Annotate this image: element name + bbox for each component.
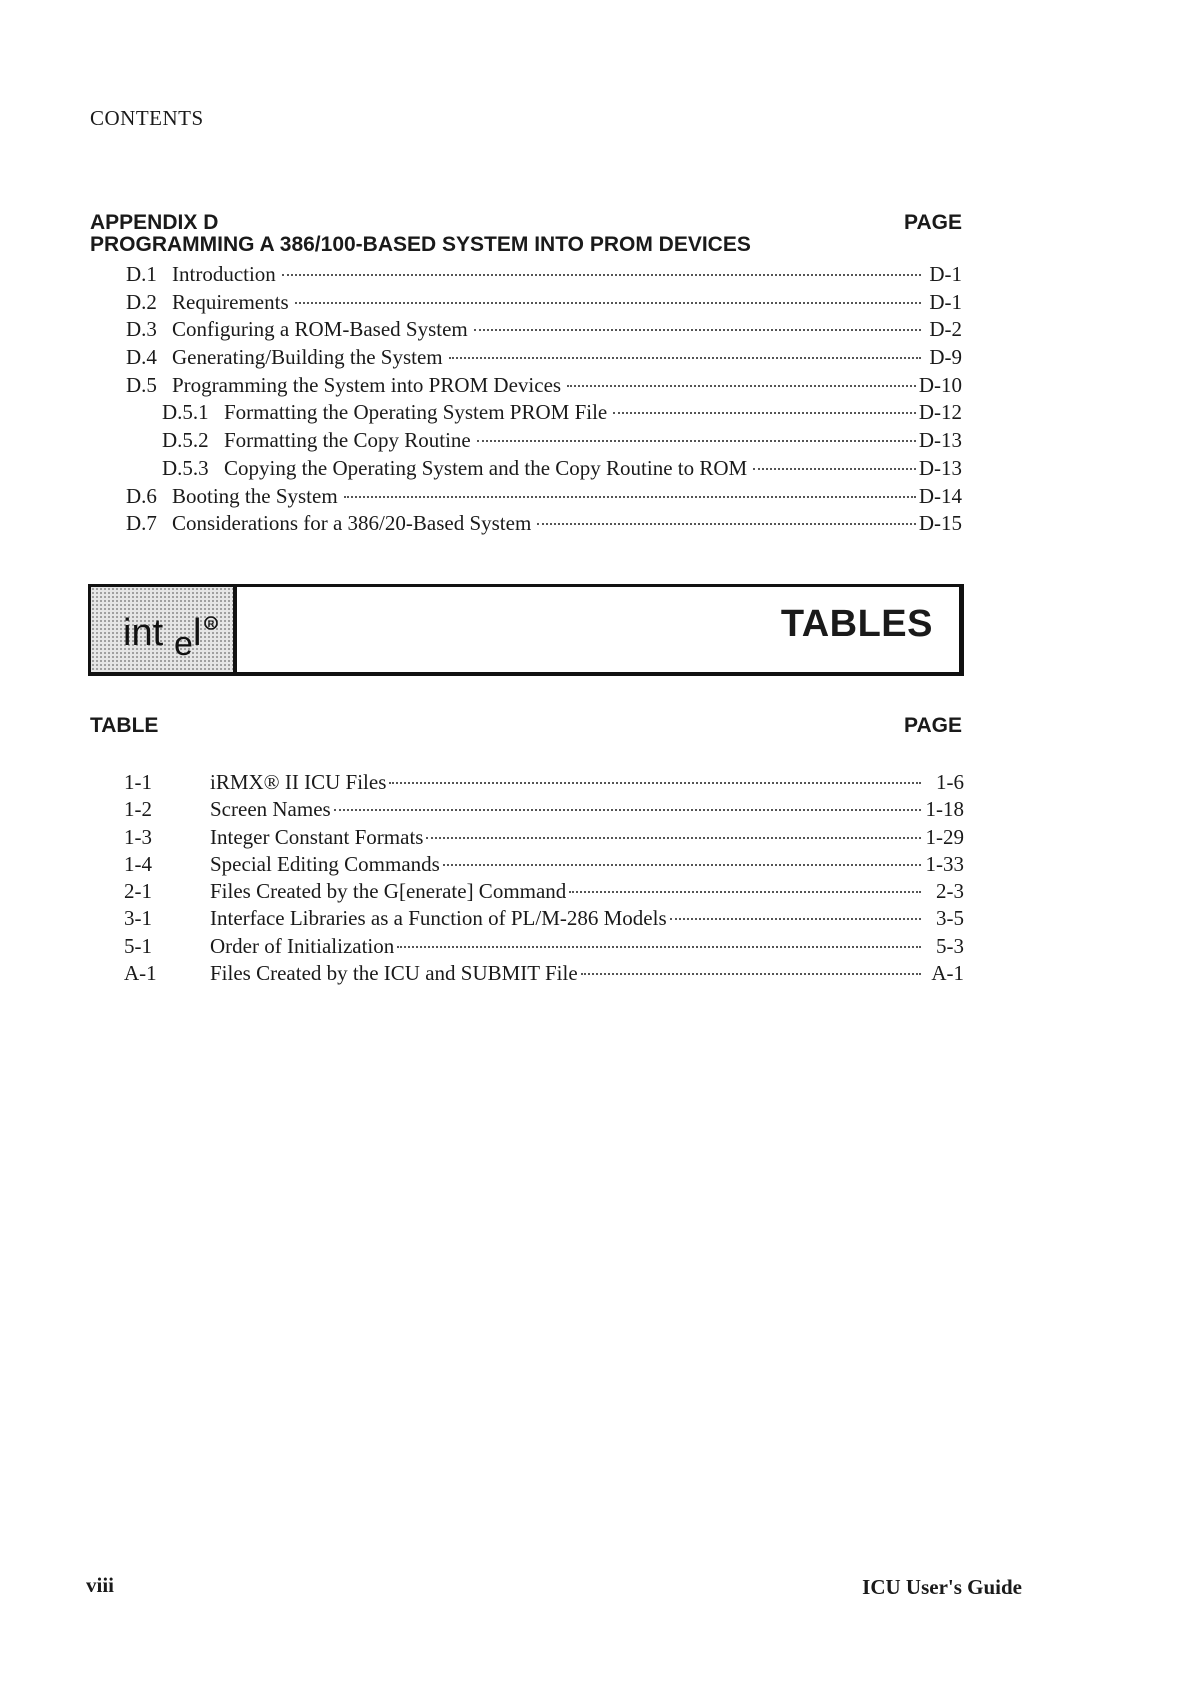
entry-page: D-14 (918, 483, 962, 508)
entry-number: 1-3 (124, 824, 152, 849)
entry-title: Requirements (172, 289, 289, 314)
toc-entry (126, 456, 962, 484)
entry-number: D.5 (126, 372, 157, 397)
dot-leader (474, 329, 921, 331)
toc-entry (126, 290, 962, 318)
entry-number: 1-2 (124, 797, 152, 822)
running-head: CONTENTS (90, 106, 204, 130)
dot-leader (569, 891, 921, 893)
entry-title: Considerations for a 386/20-Based System (172, 511, 532, 536)
dot-leader (670, 918, 921, 920)
entry-title: Booting the System (172, 483, 338, 508)
appendix-heading (90, 212, 962, 256)
entry-number: D.2 (126, 289, 157, 314)
toc-entry (126, 317, 962, 345)
entry-title: Integer Constant Formats (210, 824, 424, 849)
toc-entry (126, 345, 962, 373)
dot-leader (443, 864, 921, 866)
table-entry (124, 797, 964, 824)
tables-list (124, 770, 964, 988)
entry-page: 3-5 (936, 906, 964, 931)
dot-leader (426, 837, 921, 839)
table-entry (124, 770, 964, 797)
toc-entry (126, 400, 962, 428)
appendix-contents-list (126, 262, 962, 539)
entry-page: 2-3 (936, 879, 964, 904)
entry-number: 1-4 (124, 851, 152, 876)
entry-number: D.5.2 (162, 428, 209, 453)
dot-leader (334, 809, 921, 811)
entry-title: Files Created by the ICU and SUBMIT File (210, 961, 578, 986)
entry-page: D-15 (918, 511, 962, 536)
tables-banner (88, 584, 964, 676)
table-entry (124, 906, 964, 933)
dot-leader (449, 357, 921, 359)
entry-number: D.5.3 (162, 455, 209, 480)
dot-leader (753, 468, 916, 470)
entry-title: Order of Initialization (210, 933, 395, 958)
entry-number: D.4 (126, 345, 157, 370)
tables-banner-title: TABLES (780, 603, 933, 645)
table-entry (124, 825, 964, 852)
entry-title: Copying the Operating System and the Copy Routine to ROM (224, 455, 748, 480)
table-entry (124, 852, 964, 879)
dot-leader (389, 782, 921, 784)
entry-page: D-12 (918, 400, 962, 425)
svg-text:int: int (123, 612, 164, 654)
entry-page: 1-6 (936, 770, 964, 794)
table-entry (124, 879, 964, 906)
dot-leader (282, 274, 921, 276)
toc-entry (126, 511, 962, 539)
entry-title: Interface Libraries as a Function of PL/M-286 Models (210, 906, 667, 931)
dot-leader (477, 440, 916, 442)
svg-text:e: e (174, 625, 193, 663)
entry-title: Introduction (172, 262, 276, 286)
entry-number: D.3 (126, 317, 157, 342)
entry-page: D-1 (929, 262, 962, 286)
entry-number: 3-1 (124, 906, 152, 931)
entry-number: D.1 (126, 262, 157, 286)
entry-page: 1-29 (925, 824, 964, 849)
dot-leader (295, 302, 921, 304)
entry-number: 1-1 (124, 770, 152, 794)
toc-entry (126, 262, 962, 290)
svg-text:R: R (207, 619, 215, 629)
entry-page: D-13 (918, 455, 962, 480)
dot-leader (397, 946, 921, 948)
table-entry (124, 961, 964, 988)
intel-logo-icon (101, 599, 227, 665)
entry-page: 5-3 (936, 933, 964, 958)
appendix-title: PROGRAMMING A 386/100-BASED SYSTEM INTO PROM DEVICES (90, 233, 751, 256)
appendix-label: APPENDIX D (90, 211, 219, 234)
entry-number: D.7 (126, 511, 157, 536)
toc-entry (126, 373, 962, 401)
entry-page: D-10 (918, 372, 962, 397)
dot-leader (567, 385, 916, 387)
table-column-label: TABLE (90, 714, 159, 737)
entry-page: 1-33 (925, 851, 964, 876)
entry-page: D-13 (918, 428, 962, 453)
logo-panel (91, 587, 237, 672)
entry-number: D.5.1 (162, 400, 209, 425)
entry-number: 5-1 (124, 933, 152, 958)
dot-leader (581, 973, 921, 975)
appendix-page-label: PAGE (904, 211, 962, 234)
entry-title: Screen Names (210, 797, 331, 822)
entry-title: Configuring a ROM-Based System (172, 317, 468, 342)
entry-title: Files Created by the G[enerate] Command (210, 879, 567, 904)
toc-entry (126, 484, 962, 512)
dot-leader (537, 523, 916, 525)
entry-page: D-2 (929, 317, 962, 342)
entry-page: D-1 (929, 289, 962, 314)
entry-title: Formatting the Operating System PROM File (224, 400, 608, 425)
entry-title: Programming the System into PROM Devices (172, 372, 562, 397)
entry-number: 2-1 (124, 879, 152, 904)
entry-title: iRMX® II ICU Files (210, 770, 387, 794)
entry-title: Formatting the Copy Routine (224, 428, 471, 453)
entry-number: A-1 (124, 961, 157, 986)
entry-title: Special Editing Commands (210, 851, 440, 876)
entry-page: A-1 (931, 961, 964, 986)
tables-list-header (90, 714, 962, 738)
dot-leader (344, 496, 916, 498)
table-entry (124, 934, 964, 961)
entry-title: Generating/Building the System (172, 345, 443, 370)
svg-text:l: l (193, 612, 202, 654)
entry-number: D.6 (126, 483, 157, 508)
table-page-label: PAGE (904, 714, 962, 737)
page-number: viii (86, 1573, 115, 1597)
dot-leader (613, 412, 916, 414)
document-title-footer: ICU User's Guide (862, 1575, 1022, 1599)
entry-page: D-9 (929, 345, 962, 370)
entry-page: 1-18 (925, 797, 964, 822)
toc-entry (126, 428, 962, 456)
